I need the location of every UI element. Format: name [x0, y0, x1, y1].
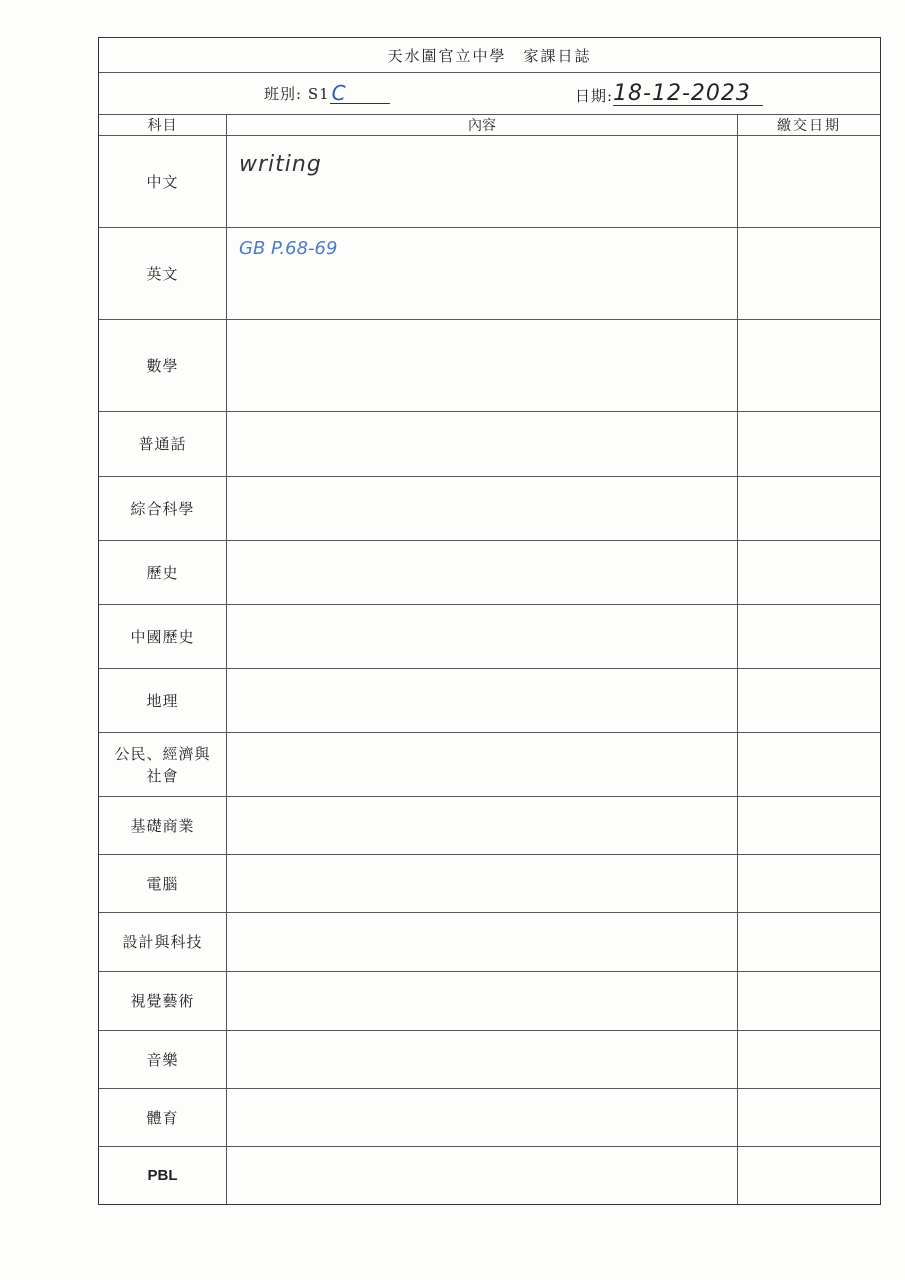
- subject-cell: 設計與科技: [99, 913, 227, 971]
- content-entry: writing: [239, 152, 322, 177]
- due-column-header: 繳交日期: [777, 118, 841, 134]
- due-cell[interactable]: [738, 913, 880, 971]
- content-entry: GB P.68-69: [239, 238, 338, 259]
- subject-cell: 地理: [99, 669, 227, 732]
- table-row: [99, 913, 880, 972]
- due-cell[interactable]: [738, 1031, 880, 1088]
- table-row: [99, 1089, 880, 1147]
- subject-cell: 歷史: [99, 541, 227, 604]
- due-cell[interactable]: [738, 605, 880, 668]
- page-title: 天水圍官立中學 家課日誌: [387, 46, 592, 65]
- content-cell[interactable]: [227, 412, 738, 476]
- due-cell[interactable]: [738, 541, 880, 604]
- subject-cell: 中文: [99, 136, 227, 227]
- subject-cell: 數學: [99, 320, 227, 411]
- date-field: [575, 83, 763, 106]
- subject-cell: PBL: [99, 1147, 227, 1204]
- subject-cell: 視覺藝術: [99, 972, 227, 1030]
- table-row: [99, 228, 880, 320]
- due-cell[interactable]: [738, 1089, 880, 1146]
- table-row: [99, 541, 880, 605]
- subject-cell: 普通話: [99, 412, 227, 476]
- table-row: [99, 669, 880, 733]
- content-cell[interactable]: [227, 136, 738, 227]
- content-cell[interactable]: [227, 1031, 738, 1088]
- due-cell[interactable]: [738, 412, 880, 476]
- class-field: [264, 83, 390, 104]
- table-row: [99, 733, 880, 797]
- due-cell[interactable]: [738, 733, 880, 796]
- due-cell[interactable]: [738, 797, 880, 854]
- subject-column-header: 科目: [99, 115, 227, 135]
- table-row: [99, 412, 880, 477]
- due-cell[interactable]: [738, 669, 880, 732]
- class-value: C: [330, 83, 390, 104]
- due-cell[interactable]: [738, 1147, 880, 1204]
- class-label: 班別: S1: [264, 85, 330, 103]
- column-header-row: [99, 115, 880, 136]
- table-row: [99, 320, 880, 412]
- content-cell[interactable]: [227, 669, 738, 732]
- content-cell[interactable]: [227, 1089, 738, 1146]
- content-cell[interactable]: [227, 733, 738, 796]
- table-row: [99, 1147, 880, 1204]
- due-cell[interactable]: [738, 320, 880, 411]
- due-cell[interactable]: [738, 855, 880, 912]
- subject-cell: 綜合科學: [99, 477, 227, 540]
- due-cell[interactable]: [738, 228, 880, 319]
- content-cell[interactable]: [227, 320, 738, 411]
- subject-cell: 音樂: [99, 1031, 227, 1088]
- homework-diary-sheet: [98, 37, 881, 1205]
- date-value: 18-12-2023: [613, 83, 763, 106]
- subject-cell: 基礎商業: [99, 797, 227, 854]
- subject-cell: 公民、經濟與社會: [99, 733, 227, 796]
- date-label: 日期:: [575, 87, 614, 105]
- subject-cell: 電腦: [99, 855, 227, 912]
- subject-cell: 中國歷史: [99, 605, 227, 668]
- title-row: [99, 38, 880, 73]
- table-row: [99, 605, 880, 669]
- content-column-header: 內容: [227, 115, 738, 135]
- table-row: [99, 972, 880, 1031]
- content-cell[interactable]: [227, 972, 738, 1030]
- content-cell[interactable]: [227, 797, 738, 854]
- table-row: [99, 136, 880, 228]
- due-cell[interactable]: [738, 136, 880, 227]
- content-cell[interactable]: [227, 228, 738, 319]
- due-cell[interactable]: [738, 477, 880, 540]
- table-row: [99, 855, 880, 913]
- content-cell[interactable]: [227, 855, 738, 912]
- table-row: [99, 477, 880, 541]
- due-cell[interactable]: [738, 972, 880, 1030]
- content-cell[interactable]: [227, 477, 738, 540]
- content-cell[interactable]: [227, 913, 738, 971]
- table-row: [99, 1031, 880, 1089]
- content-cell[interactable]: [227, 1147, 738, 1204]
- table-row: [99, 797, 880, 855]
- meta-row: [99, 73, 880, 115]
- subject-cell: 英文: [99, 228, 227, 319]
- content-cell[interactable]: [227, 541, 738, 604]
- content-cell[interactable]: [227, 605, 738, 668]
- subject-cell: 體育: [99, 1089, 227, 1146]
